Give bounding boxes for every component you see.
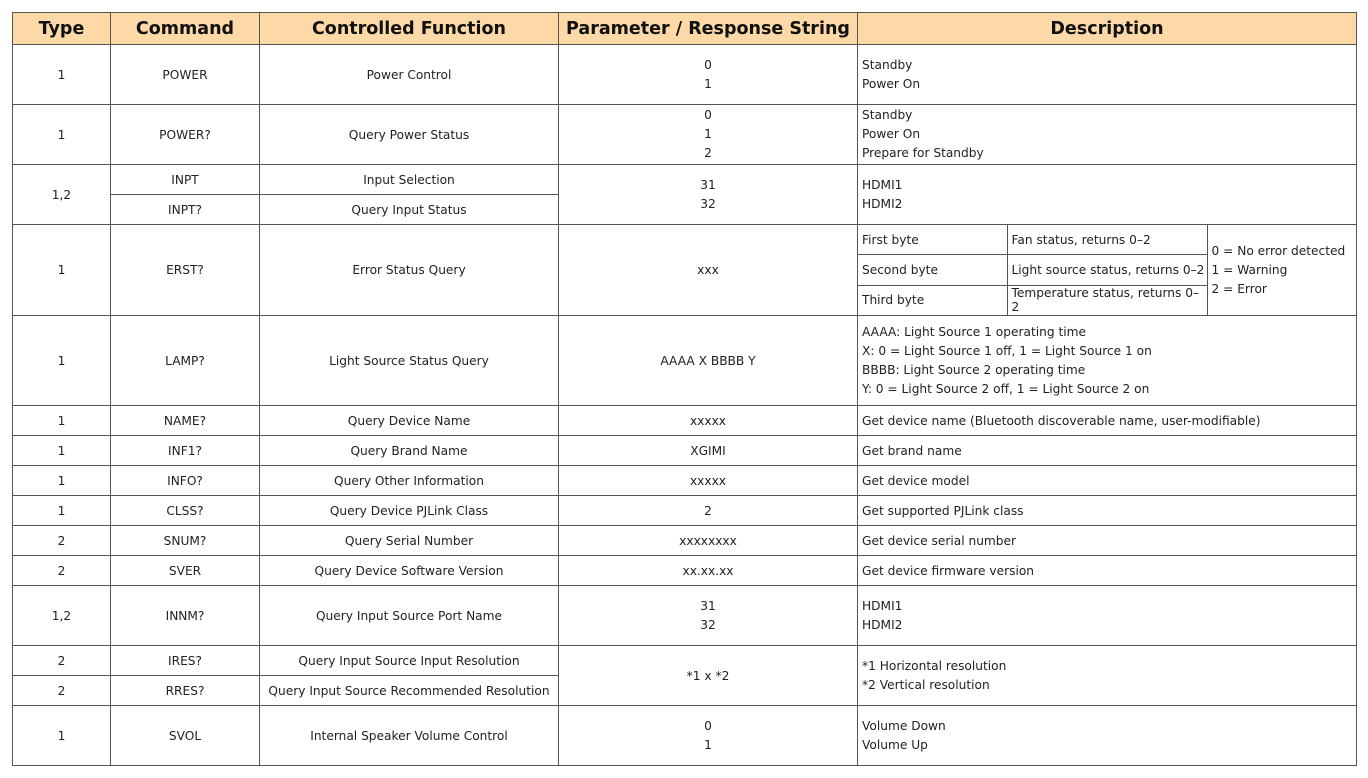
description-cell [858,646,1357,706]
description-cell: Get supported PJLink class [858,496,1357,526]
byte-label: Second byte [858,255,1007,285]
desc-line: HDMI1 [862,177,903,192]
description-cell [858,165,1357,225]
function-cell: Query Device Name [260,406,559,436]
desc-line: Standby [862,57,913,72]
header-param: Parameter / Response String [559,13,858,45]
param-line: 0 [704,108,712,122]
description-cell: Get device model [858,466,1357,496]
desc-line: HDMI2 [862,196,903,211]
type-cell: 1 [13,225,111,316]
param-line: 1 [704,127,712,141]
function-cell: Query Input Status [260,195,559,225]
desc-line: HDMI2 [862,617,903,632]
command-cell: INNM? [111,586,260,646]
desc-line: Power On [862,76,921,91]
command-cell: ERST? [111,225,260,316]
param-line: 31 [700,598,716,613]
type-cell: 2 [13,646,111,676]
function-cell: Query Other Information [260,466,559,496]
function-cell: Query Serial Number [260,526,559,556]
command-cell: SNUM? [111,526,260,556]
desc-line: Power On [862,127,921,141]
function-cell: Query Device PJLink Class [260,496,559,526]
param-cell: 2 [559,496,858,526]
type-cell: 1 [13,466,111,496]
header-row [13,13,1357,45]
param-line: 1 [704,737,712,752]
description-cell: Get brand name [858,436,1357,466]
command-cell: CLSS? [111,496,260,526]
param-cell: XGIMI [559,436,858,466]
param-line: 31 [700,177,716,192]
param-line: 32 [700,196,716,211]
legend-line: 2 = Error [1211,281,1267,296]
type-cell: 1 [13,436,111,466]
param-line: 1 [704,76,712,91]
function-cell: Query Brand Name [260,436,559,466]
command-cell: LAMP? [111,316,260,406]
table-row [13,316,1357,406]
table-row [13,225,1357,316]
param-cell: xxxxxxxx [559,526,858,556]
param-cell: xxx [559,225,858,316]
table-row [13,45,1357,105]
desc-line: Prepare for Standby [862,146,984,160]
type-cell: 1 [13,706,111,766]
table-row [13,406,1357,436]
param-cell: xxxxx [559,406,858,436]
param-line: 0 [704,718,712,733]
command-cell: INF1? [111,436,260,466]
description-cell: Get device serial number [858,526,1357,556]
description-cell [858,706,1357,766]
table-row [13,706,1357,766]
type-cell: 1,2 [13,165,111,225]
table-row [13,586,1357,646]
param-cell: xxxxx [559,466,858,496]
desc-line: *2 Vertical resolution [862,677,990,692]
type-cell: 1,2 [13,586,111,646]
type-cell: 2 [13,526,111,556]
function-cell: Query Input Source Input Resolution [260,646,559,676]
param-cell: AAAA X BBBB Y [559,316,858,406]
header-type: Type [13,13,111,45]
description-cell: Get device firmware version [858,556,1357,586]
function-cell: Query Input Source Recommended Resolution [260,676,559,706]
table-row [13,466,1357,496]
header-command: Command [111,13,260,45]
byte-label: Third byte [858,285,1007,315]
command-cell: INFO? [111,466,260,496]
table-row [13,496,1357,526]
command-table [12,12,1357,766]
type-cell: 2 [13,676,111,706]
param-cell: *1 x *2 [559,646,858,706]
param-cell: xx.xx.xx [559,556,858,586]
command-cell: POWER? [111,105,260,165]
byte-meaning: Temperature status, returns 0–2 [1007,285,1207,315]
param-line: 32 [700,617,716,632]
desc-line: BBBB: Light Source 2 operating time [862,362,1086,377]
command-cell: NAME? [111,406,260,436]
byte-meaning: Fan status, returns 0–2 [1007,225,1207,255]
byte-label: First byte [858,225,1007,255]
desc-line: AAAA: Light Source 1 operating time [862,324,1086,339]
description-cell [858,105,1357,165]
header-description: Description [858,13,1357,45]
type-cell: 1 [13,45,111,105]
type-cell: 2 [13,556,111,586]
function-cell: Input Selection [260,165,559,195]
table-row [13,646,1357,676]
function-cell: Error Status Query [260,225,559,316]
description-cell: Get device name (Bluetooth discoverable name, user-modifiable) [858,406,1357,436]
command-cell: INPT [111,165,260,195]
desc-line: Y: 0 = Light Source 2 off, 1 = Light Source 2 on [862,381,1150,396]
param-cell [559,105,858,165]
function-cell: Internal Speaker Volume Control [260,706,559,766]
table-row [13,105,1357,165]
command-cell: RRES? [111,676,260,706]
type-cell: 1 [13,496,111,526]
param-line: 2 [704,146,712,160]
desc-line: *1 Horizontal resolution [862,658,1007,673]
function-cell: Light Source Status Query [260,316,559,406]
desc-line: HDMI1 [862,598,903,613]
function-cell: Query Device Software Version [260,556,559,586]
table-row [13,436,1357,466]
command-cell: INPT? [111,195,260,225]
desc-line: Volume Up [862,737,928,752]
param-cell [559,165,858,225]
desc-line: Volume Down [862,718,946,733]
byte-row [858,225,1356,255]
command-cell: SVOL [111,706,260,766]
table-row [13,165,1357,195]
error-legend [1207,225,1356,315]
error-byte-table [858,225,1356,315]
table-row [13,526,1357,556]
param-cell [559,706,858,766]
type-cell: 1 [13,406,111,436]
function-cell: Power Control [260,45,559,105]
command-cell: IRES? [111,646,260,676]
type-cell: 1 [13,105,111,165]
description-cell [858,316,1357,406]
command-cell: SVER [111,556,260,586]
param-cell [559,45,858,105]
legend-line: 1 = Warning [1211,262,1288,277]
function-cell: Query Power Status [260,105,559,165]
desc-line: X: 0 = Light Source 1 off, 1 = Light Source 1 on [862,343,1152,358]
legend-line: 0 = No error detected [1211,243,1346,258]
type-cell: 1 [13,316,111,406]
function-cell: Query Input Source Port Name [260,586,559,646]
command-cell: POWER [111,45,260,105]
header-function: Controlled Function [260,13,559,45]
param-cell [559,586,858,646]
description-cell [858,45,1357,105]
description-cell [858,586,1357,646]
byte-meaning: Light source status, returns 0–2 [1007,255,1207,285]
description-cell [858,225,1357,316]
table-row [13,556,1357,586]
desc-line: Standby [862,108,913,122]
param-line: 0 [704,57,712,72]
